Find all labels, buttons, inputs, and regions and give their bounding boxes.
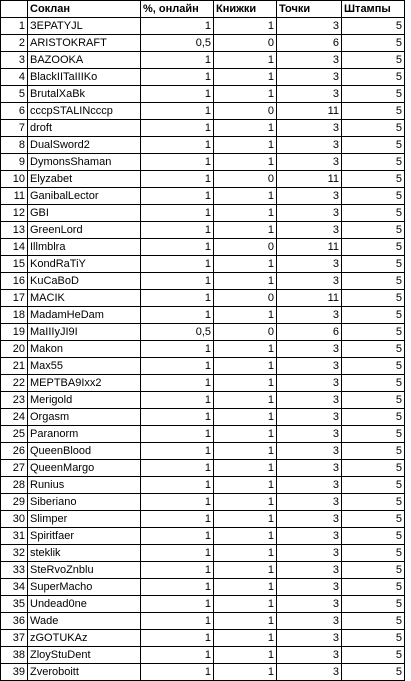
row-number: 29: [1, 494, 28, 511]
online-percent: 1: [141, 375, 214, 392]
table-row: [1, 494, 405, 511]
online-percent: 0,5: [141, 35, 214, 52]
points-count: 3: [277, 86, 342, 103]
stamps-count: 5: [342, 120, 405, 137]
row-number: 39: [1, 664, 28, 681]
member-name: GanibalLector: [28, 188, 141, 205]
online-percent: 1: [141, 630, 214, 647]
member-name: GreenLord: [28, 222, 141, 239]
member-name: BlackIITaIIIKo: [28, 69, 141, 86]
books-count: 1: [214, 477, 277, 494]
member-name: Paranorm: [28, 426, 141, 443]
table-row: [1, 477, 405, 494]
header-online: %, онлайн: [141, 1, 214, 18]
online-percent: 1: [141, 137, 214, 154]
online-percent: 1: [141, 511, 214, 528]
member-name: Elyzabet: [28, 171, 141, 188]
books-count: 1: [214, 256, 277, 273]
row-number: 30: [1, 511, 28, 528]
row-number: 37: [1, 630, 28, 647]
row-number: 13: [1, 222, 28, 239]
table-row: [1, 52, 405, 69]
member-name: Makon: [28, 341, 141, 358]
online-percent: 1: [141, 477, 214, 494]
points-count: 3: [277, 562, 342, 579]
books-count: 1: [214, 562, 277, 579]
table-row: [1, 69, 405, 86]
stamps-count: 5: [342, 630, 405, 647]
member-name: BrutalXaBk: [28, 86, 141, 103]
member-name: ZloyStuDent: [28, 647, 141, 664]
table-row: [1, 171, 405, 188]
books-count: 1: [214, 52, 277, 69]
points-count: 3: [277, 120, 342, 137]
stamps-count: 5: [342, 188, 405, 205]
table-row: [1, 307, 405, 324]
row-number: 14: [1, 239, 28, 256]
online-percent: 1: [141, 273, 214, 290]
header-name: Соклан: [28, 1, 141, 18]
row-number: 33: [1, 562, 28, 579]
online-percent: 1: [141, 290, 214, 307]
stamps-count: 5: [342, 239, 405, 256]
stamps-count: 5: [342, 562, 405, 579]
member-name: droft: [28, 120, 141, 137]
row-number: 16: [1, 273, 28, 290]
books-count: 1: [214, 86, 277, 103]
member-name: ARISTOKRAFT: [28, 35, 141, 52]
online-percent: 1: [141, 86, 214, 103]
stamps-count: 5: [342, 647, 405, 664]
row-number: 27: [1, 460, 28, 477]
points-count: 3: [277, 222, 342, 239]
member-name: steklik: [28, 545, 141, 562]
stamps-count: 5: [342, 18, 405, 35]
online-percent: 1: [141, 103, 214, 120]
row-number: 9: [1, 154, 28, 171]
online-percent: 1: [141, 443, 214, 460]
table-row: [1, 324, 405, 341]
books-count: 0: [214, 35, 277, 52]
stamps-count: 5: [342, 69, 405, 86]
row-number: 17: [1, 290, 28, 307]
stamps-count: 5: [342, 256, 405, 273]
stamps-count: 5: [342, 596, 405, 613]
points-count: 3: [277, 375, 342, 392]
online-percent: 1: [141, 528, 214, 545]
books-count: 0: [214, 290, 277, 307]
points-count: 3: [277, 273, 342, 290]
table-row: [1, 35, 405, 52]
online-percent: 1: [141, 222, 214, 239]
points-count: 3: [277, 664, 342, 681]
online-percent: 1: [141, 494, 214, 511]
points-count: 3: [277, 392, 342, 409]
stamps-count: 5: [342, 341, 405, 358]
row-number: 28: [1, 477, 28, 494]
online-percent: 1: [141, 307, 214, 324]
stamps-count: 5: [342, 579, 405, 596]
stamps-count: 5: [342, 307, 405, 324]
table-row: [1, 664, 405, 681]
row-number: 8: [1, 137, 28, 154]
member-name: DymonsShaman: [28, 154, 141, 171]
row-number: 23: [1, 392, 28, 409]
row-number: 31: [1, 528, 28, 545]
member-name: Slimper: [28, 511, 141, 528]
member-name: GBI: [28, 205, 141, 222]
books-count: 1: [214, 341, 277, 358]
table-row: [1, 613, 405, 630]
table-row: [1, 579, 405, 596]
online-percent: 1: [141, 341, 214, 358]
books-count: 1: [214, 120, 277, 137]
points-count: 3: [277, 494, 342, 511]
row-number: 6: [1, 103, 28, 120]
header-row: [1, 1, 405, 18]
books-count: 0: [214, 171, 277, 188]
stamps-count: 5: [342, 443, 405, 460]
points-count: 11: [277, 290, 342, 307]
online-percent: 1: [141, 256, 214, 273]
points-count: 3: [277, 52, 342, 69]
row-number: 35: [1, 596, 28, 613]
online-percent: 1: [141, 596, 214, 613]
stamps-count: 5: [342, 545, 405, 562]
books-count: 1: [214, 511, 277, 528]
points-count: 3: [277, 154, 342, 171]
stamps-count: 5: [342, 324, 405, 341]
books-count: 1: [214, 375, 277, 392]
books-count: 1: [214, 188, 277, 205]
member-name: Illmblra: [28, 239, 141, 256]
online-percent: 1: [141, 18, 214, 35]
points-count: 6: [277, 35, 342, 52]
stamps-count: 5: [342, 409, 405, 426]
member-name: zGOTUKAz: [28, 630, 141, 647]
row-number: 21: [1, 358, 28, 375]
row-number: 34: [1, 579, 28, 596]
online-percent: 1: [141, 154, 214, 171]
stamps-count: 5: [342, 375, 405, 392]
books-count: 1: [214, 664, 277, 681]
member-name: BAZOOKA: [28, 52, 141, 69]
books-count: 1: [214, 647, 277, 664]
member-name: Siberiano: [28, 494, 141, 511]
online-percent: 1: [141, 647, 214, 664]
stamps-count: 5: [342, 392, 405, 409]
table-row: [1, 630, 405, 647]
online-percent: 1: [141, 409, 214, 426]
member-name: SuperMacho: [28, 579, 141, 596]
row-number: 1: [1, 18, 28, 35]
points-count: 3: [277, 307, 342, 324]
stamps-count: 5: [342, 613, 405, 630]
table-row: [1, 443, 405, 460]
stamps-count: 5: [342, 171, 405, 188]
books-count: 1: [214, 205, 277, 222]
books-count: 0: [214, 324, 277, 341]
points-count: 11: [277, 239, 342, 256]
table-row: [1, 154, 405, 171]
books-count: 1: [214, 273, 277, 290]
points-count: 3: [277, 409, 342, 426]
member-name: MadamHeDam: [28, 307, 141, 324]
row-number: 10: [1, 171, 28, 188]
points-count: 3: [277, 341, 342, 358]
member-name: QueenBlood: [28, 443, 141, 460]
books-count: 1: [214, 426, 277, 443]
member-name: Undead0ne: [28, 596, 141, 613]
table-row: [1, 341, 405, 358]
online-percent: 1: [141, 120, 214, 137]
points-count: 3: [277, 477, 342, 494]
table-body: [1, 18, 405, 681]
header-points: Точки: [277, 1, 342, 18]
row-number: 36: [1, 613, 28, 630]
member-name: MEPTBA9Ixx2: [28, 375, 141, 392]
stamps-count: 5: [342, 52, 405, 69]
member-name: KuCaBoD: [28, 273, 141, 290]
table-row: [1, 392, 405, 409]
member-name: SteRvoZnblu: [28, 562, 141, 579]
stamps-count: 5: [342, 494, 405, 511]
points-count: 11: [277, 103, 342, 120]
books-count: 1: [214, 392, 277, 409]
points-count: 3: [277, 18, 342, 35]
row-number: 15: [1, 256, 28, 273]
table-row: [1, 120, 405, 137]
table-row: [1, 358, 405, 375]
stamps-count: 5: [342, 358, 405, 375]
row-number: 22: [1, 375, 28, 392]
books-count: 1: [214, 443, 277, 460]
stamps-count: 5: [342, 137, 405, 154]
points-count: 3: [277, 511, 342, 528]
table-row: [1, 86, 405, 103]
online-percent: 1: [141, 664, 214, 681]
books-count: 1: [214, 18, 277, 35]
row-number: 7: [1, 120, 28, 137]
member-name: KondRaTiY: [28, 256, 141, 273]
online-percent: 1: [141, 52, 214, 69]
table-row: [1, 596, 405, 613]
table-row: [1, 256, 405, 273]
stamps-count: 5: [342, 205, 405, 222]
books-count: 1: [214, 307, 277, 324]
points-count: 3: [277, 426, 342, 443]
points-count: 3: [277, 630, 342, 647]
table-row: [1, 528, 405, 545]
table-row: [1, 273, 405, 290]
member-name: Spiritfaer: [28, 528, 141, 545]
books-count: 0: [214, 239, 277, 256]
row-number: 4: [1, 69, 28, 86]
member-name: Orgasm: [28, 409, 141, 426]
row-number: 18: [1, 307, 28, 324]
table-row: [1, 562, 405, 579]
stamps-count: 5: [342, 35, 405, 52]
stamps-count: 5: [342, 290, 405, 307]
stamps-count: 5: [342, 103, 405, 120]
books-count: 1: [214, 137, 277, 154]
row-number: 26: [1, 443, 28, 460]
books-count: 0: [214, 103, 277, 120]
table-row: [1, 426, 405, 443]
row-number: 38: [1, 647, 28, 664]
books-count: 1: [214, 596, 277, 613]
online-percent: 1: [141, 239, 214, 256]
row-number: 5: [1, 86, 28, 103]
row-number: 3: [1, 52, 28, 69]
points-count: 3: [277, 647, 342, 664]
table-row: [1, 409, 405, 426]
member-name: ЗЕPATYJL: [28, 18, 141, 35]
member-name: Merigold: [28, 392, 141, 409]
row-number: 20: [1, 341, 28, 358]
stamps-count: 5: [342, 477, 405, 494]
row-number: 19: [1, 324, 28, 341]
stamps-count: 5: [342, 511, 405, 528]
stamps-count: 5: [342, 222, 405, 239]
books-count: 1: [214, 154, 277, 171]
books-count: 1: [214, 69, 277, 86]
books-count: 1: [214, 545, 277, 562]
books-count: 1: [214, 409, 277, 426]
points-count: 3: [277, 69, 342, 86]
online-percent: 1: [141, 579, 214, 596]
online-percent: 1: [141, 188, 214, 205]
member-name: DualSword2: [28, 137, 141, 154]
points-count: 3: [277, 188, 342, 205]
online-percent: 1: [141, 358, 214, 375]
table-row: [1, 545, 405, 562]
stamps-count: 5: [342, 460, 405, 477]
stamps-count: 5: [342, 664, 405, 681]
member-name: QueenMargo: [28, 460, 141, 477]
books-count: 1: [214, 222, 277, 239]
row-number: 32: [1, 545, 28, 562]
online-percent: 1: [141, 69, 214, 86]
table-row: [1, 188, 405, 205]
online-percent: 1: [141, 613, 214, 630]
row-number: 25: [1, 426, 28, 443]
points-count: 3: [277, 596, 342, 613]
table-row: [1, 460, 405, 477]
books-count: 1: [214, 358, 277, 375]
points-count: 3: [277, 460, 342, 477]
points-count: 3: [277, 137, 342, 154]
table-row: [1, 103, 405, 120]
stamps-count: 5: [342, 273, 405, 290]
online-percent: 0,5: [141, 324, 214, 341]
header-num: [1, 1, 28, 18]
member-name: cccpSTALINcccp: [28, 103, 141, 120]
member-name: Zveroboitt: [28, 664, 141, 681]
header-books: Книжки: [214, 1, 277, 18]
stamps-count: 5: [342, 154, 405, 171]
table-row: [1, 137, 405, 154]
points-count: 3: [277, 579, 342, 596]
points-count: 11: [277, 171, 342, 188]
books-count: 1: [214, 630, 277, 647]
points-count: 3: [277, 443, 342, 460]
row-number: 12: [1, 205, 28, 222]
online-percent: 1: [141, 205, 214, 222]
books-count: 1: [214, 579, 277, 596]
table-row: [1, 511, 405, 528]
table-row: [1, 205, 405, 222]
books-count: 1: [214, 613, 277, 630]
online-percent: 1: [141, 171, 214, 188]
points-count: 3: [277, 358, 342, 375]
books-count: 1: [214, 528, 277, 545]
points-count: 3: [277, 528, 342, 545]
row-number: 2: [1, 35, 28, 52]
points-count: 3: [277, 613, 342, 630]
points-count: 3: [277, 256, 342, 273]
row-number: 24: [1, 409, 28, 426]
member-name: Runius: [28, 477, 141, 494]
member-name: MaIIIyJI9I: [28, 324, 141, 341]
points-count: 6: [277, 324, 342, 341]
table-row: [1, 290, 405, 307]
table-row: [1, 222, 405, 239]
online-percent: 1: [141, 426, 214, 443]
online-percent: 1: [141, 545, 214, 562]
header-stamps: Штампы: [342, 1, 405, 18]
table-row: [1, 375, 405, 392]
stamps-count: 5: [342, 426, 405, 443]
member-name: Max55: [28, 358, 141, 375]
online-percent: 1: [141, 392, 214, 409]
books-count: 1: [214, 460, 277, 477]
table-row: [1, 239, 405, 256]
row-number: 11: [1, 188, 28, 205]
table-row: [1, 18, 405, 35]
books-count: 1: [214, 494, 277, 511]
member-name: Wade: [28, 613, 141, 630]
online-percent: 1: [141, 562, 214, 579]
stamps-count: 5: [342, 528, 405, 545]
online-percent: 1: [141, 460, 214, 477]
points-count: 3: [277, 205, 342, 222]
points-count: 3: [277, 545, 342, 562]
member-name: MACIK: [28, 290, 141, 307]
stamps-count: 5: [342, 86, 405, 103]
table-row: [1, 647, 405, 664]
